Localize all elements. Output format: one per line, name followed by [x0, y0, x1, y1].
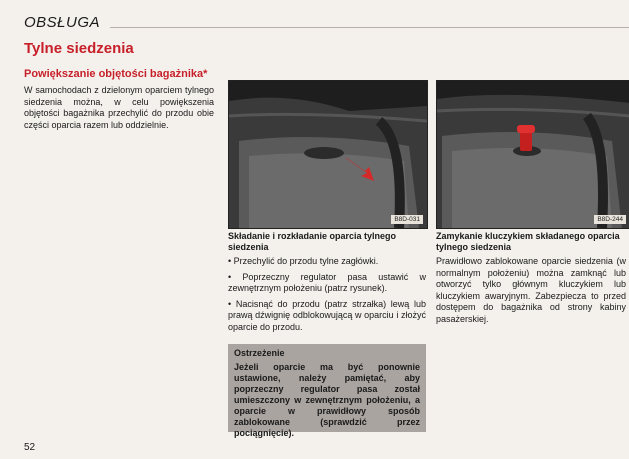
- warning-body: Jeżeli oparcie ma być ponownie ustawione, należy pamiętać, aby poprzeczny regulator pasa został umieszczony w zewnętrznym położeniu, a oparcie w prawidłowy sposób zablokowane (sprawdzić przez pociągnięcie).: [234, 362, 420, 438]
- instruction-step: • Nacisnąć do przodu (patrz strzałka) lewą lub prawą dźwignię odblokowującą w oparciu i złożyć oparcie do przodu.: [228, 298, 426, 332]
- subsection-title: Powiększanie objętości bagażnika*: [24, 68, 208, 80]
- left-instructions: [228, 256, 426, 337]
- header-title: OBSŁUGA: [24, 14, 101, 31]
- warning-title: Ostrzeżenie: [234, 348, 285, 358]
- figure-seat-lock: [436, 80, 629, 229]
- section-title: Tylne siedzenia: [24, 40, 134, 57]
- right-caption: Zamykanie kluczykiem składanego oparcia tylnego siedzenia: [436, 231, 620, 252]
- warning-box: [228, 344, 426, 438]
- seat-fold-illustration: [229, 81, 427, 228]
- right-paragraph: Prawidłowo zablokowane oparcie siedzenia (w normalnym położeniu) można zamknąć lub otworzyć tylko głównym kluczykiem lub kluczykiem awaryjnym. Zabezpiecza to przed dostępem do bagażnika od strony kabiny pasażerskiej.: [436, 256, 626, 324]
- figure-code: B8D-031: [391, 215, 423, 224]
- figure-seat-fold: [228, 80, 428, 229]
- page-number: 52: [24, 442, 36, 453]
- instruction-step: • Przechylić do przodu tylne zagłówki.: [228, 256, 379, 266]
- header-rule: [110, 27, 629, 28]
- left-caption: Składanie i rozkładanie oparcia tylnego siedzenia: [228, 231, 397, 252]
- instruction-step: • Poprzeczny regulator pasa ustawić w zewnętrznym położeniu (patrz rysunek).: [228, 271, 426, 293]
- seat-lock-illustration: [437, 81, 629, 228]
- figure-code: B8D-244: [594, 215, 626, 224]
- intro-paragraph: W samochodach z dzielonym oparciem tylnego siedzenia można, w celu powiększenia objętości bagażnika przechylić do przodu obie części oparcia razem lub oddzielnie.: [24, 85, 214, 130]
